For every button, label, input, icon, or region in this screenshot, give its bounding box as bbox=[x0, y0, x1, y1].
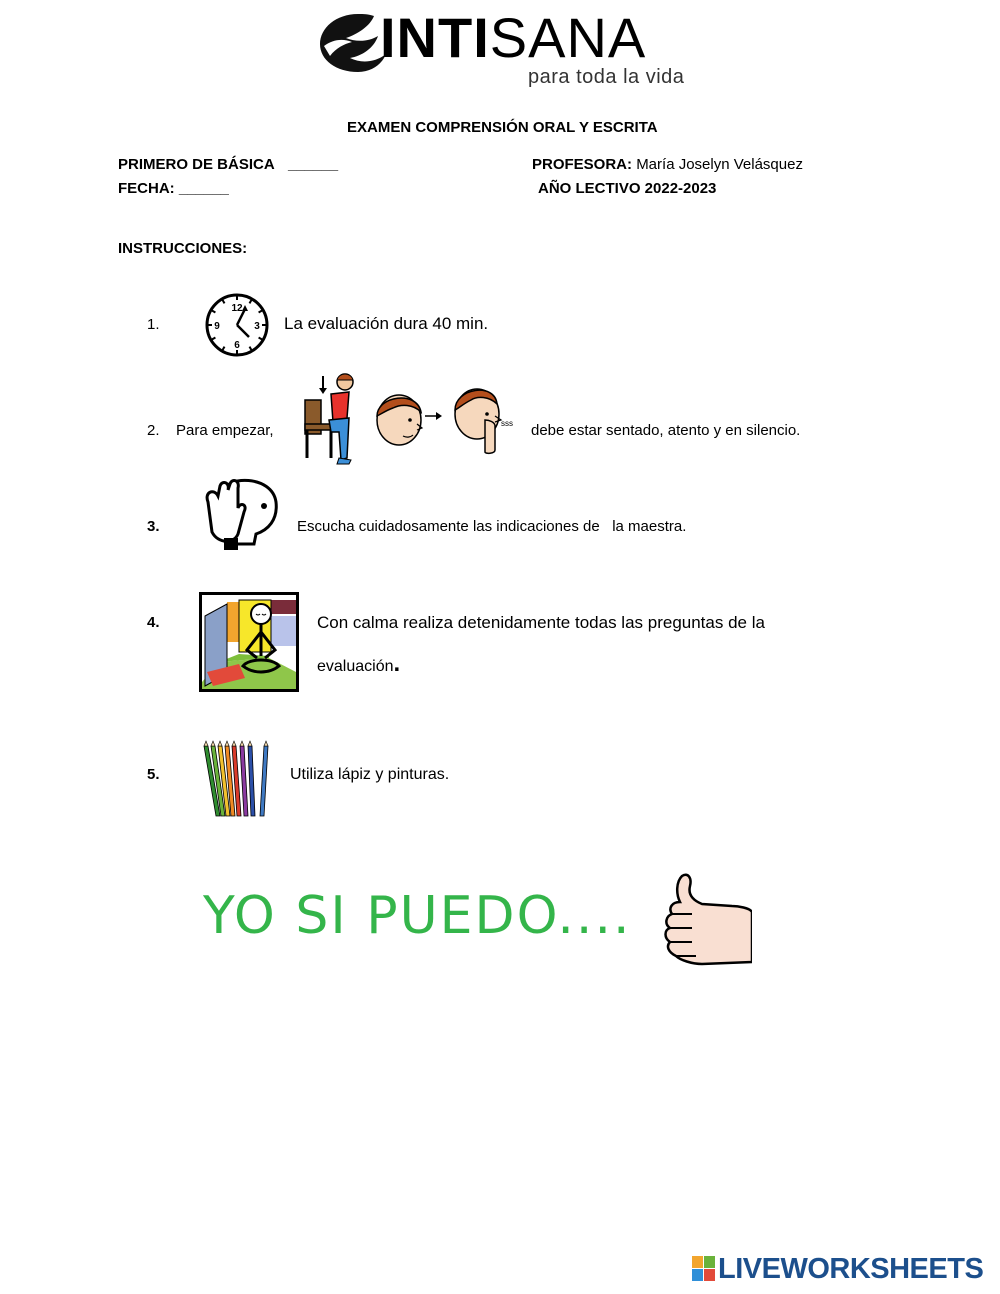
grade-label: PRIMERO DE BÁSICA bbox=[118, 156, 275, 173]
sitting-child-icon bbox=[301, 372, 359, 466]
item-2-text: debe estar sentado, atento y en silencio. bbox=[531, 422, 801, 439]
attentive-face-icon bbox=[373, 390, 443, 448]
clock-number-6: 6 bbox=[234, 340, 240, 351]
item-4-text-line2-word: evaluación bbox=[317, 658, 394, 675]
intisana-logo bbox=[318, 8, 738, 92]
date-field: FECHA: ______ bbox=[118, 180, 229, 197]
teacher-line bbox=[532, 156, 803, 173]
item-1-text: La evaluación dura 40 min. bbox=[284, 314, 489, 333]
clock-icon bbox=[203, 291, 271, 359]
clock-number-12: 12 bbox=[231, 303, 243, 314]
item-1-number: 1. bbox=[147, 316, 160, 333]
item-5-number: 5. bbox=[147, 766, 160, 783]
item-4-text-line2-period: . bbox=[393, 650, 401, 677]
item-3-text: Escucha cuidadosamente las indicaciones de la maestra. bbox=[297, 518, 687, 535]
silence-face-icon bbox=[451, 384, 523, 456]
item-5-text: Utiliza lápiz y pinturas. bbox=[290, 766, 450, 783]
exam-title: EXAMEN COMPRENSIÓN ORAL Y ESCRITA bbox=[347, 119, 658, 136]
item-3-number: 3. bbox=[147, 518, 160, 535]
item-4-text-line1: Con calma realiza detenidamente todas las preguntas de la bbox=[317, 613, 765, 632]
liveworksheets-logo-icon bbox=[692, 1256, 716, 1282]
teacher-name: María Joselyn Velásquez bbox=[636, 156, 803, 173]
brand-name-light: SANA bbox=[489, 6, 647, 69]
meditating-child-icon bbox=[199, 592, 299, 692]
grade-blank: ______ bbox=[288, 156, 339, 173]
item-4-text-line2 bbox=[317, 650, 400, 678]
item-2-number: 2. bbox=[147, 422, 160, 439]
colored-pencils-icon bbox=[200, 740, 280, 820]
thumbs-up-icon bbox=[662, 872, 752, 966]
brand-name-bold: INTI bbox=[380, 6, 490, 69]
school-year: AÑO LECTIVO 2022-2023 bbox=[538, 180, 717, 197]
teacher-label: PROFESORA: bbox=[532, 156, 633, 173]
clock-number-3: 3 bbox=[254, 321, 260, 332]
motivation-text: YO SI PUEDO.... bbox=[203, 886, 632, 946]
listening-head-icon bbox=[202, 472, 280, 554]
silence-label: sss bbox=[501, 419, 513, 428]
item-4-number: 4. bbox=[147, 614, 160, 631]
clock-number-9: 9 bbox=[214, 321, 220, 332]
liveworksheets-wordmark: LIVEWORKSHEETS bbox=[718, 1253, 984, 1285]
item-2-prefix: Para empezar, bbox=[176, 422, 274, 439]
instructions-heading: INSTRUCCIONES: bbox=[118, 240, 248, 257]
brand-tagline: para toda la vida bbox=[528, 66, 685, 88]
